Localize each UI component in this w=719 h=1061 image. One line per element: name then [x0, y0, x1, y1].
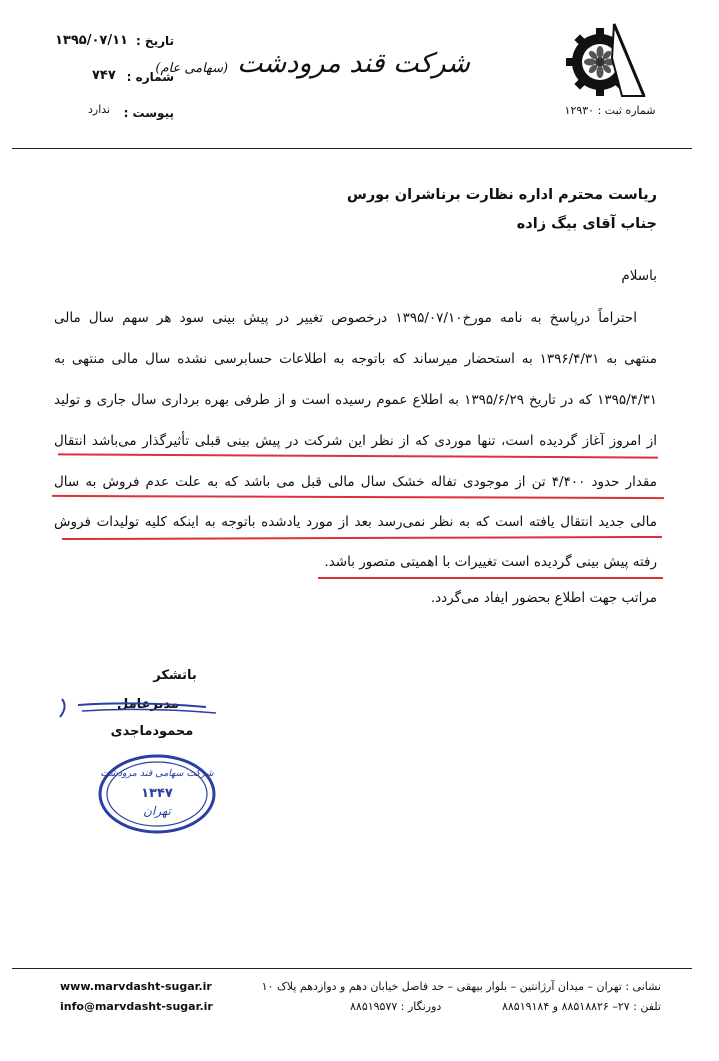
footer-fax: دورنگار : ۸۸۵۱۹۵۷۷	[350, 1000, 442, 1013]
stamp-year: ۱۳۴۷	[141, 786, 173, 801]
body-line-2: منتهی به ۱۳۹۶/۴/۳۱ به استحضار میرساند که باتوجه به اطلاعات حسابرسی نشده سال مالی منتهی به	[54, 351, 657, 367]
footer-divider	[12, 968, 692, 969]
attachment-value: ندارد	[88, 103, 111, 116]
underline-3	[62, 536, 662, 540]
number-value: ۷۴۷	[92, 68, 116, 83]
sign-thanks: باتشکر	[153, 668, 197, 683]
footer-address: نشانی : تهران – میدان آرژانتین – بلوار بیهقی – حد فاصل خیابان دهم و دوازدهم پلاک ۱۰	[261, 980, 661, 993]
body-line-4: از امروز آغاز گردیده است، تنها موردی که از نظر این شرکت در پیش بینی قبلی تأثیرگذار می‌باشد انتقال	[54, 433, 657, 449]
attachment-label: پیوست :	[123, 106, 174, 120]
header-divider	[12, 148, 692, 149]
date-label: تاریخ :	[135, 34, 174, 48]
underline-2	[52, 495, 664, 499]
footer-email-link[interactable]: info@marvdasht-sugar.ir	[60, 1000, 213, 1013]
footer-phone: تلفن : ۲۷– ۸۸۵۱۸۸۲۶ و ۸۸۵۱۹۱۸۴	[501, 1000, 661, 1013]
body-line-5: مقدار حدود ۴/۴۰۰ تن از موجودی تفاله خشک سال مالی قبل می باشد که به علت عدم فروش به سال	[54, 474, 657, 490]
footer-website-link[interactable]: www.marvdasht-sugar.ir	[60, 980, 212, 993]
date-value: ۱۳۹۵/۰۷/۱۱	[55, 33, 128, 48]
body-line-7: رفته پیش بینی گردیده است تغییرات با اهمیتی متصور باشد.	[324, 554, 657, 570]
signature-mark	[56, 695, 236, 725]
sugar-factory-emblem-icon	[566, 18, 650, 102]
company-logo	[566, 18, 650, 102]
greeting: باسلام	[621, 268, 657, 284]
company-stamp	[96, 752, 218, 836]
underline-1	[58, 453, 658, 458]
sign-name: محمودماجدی	[110, 724, 194, 739]
registration-number: شماره ثبت : ۱۲۹۳۰	[564, 104, 656, 117]
body-line-6: مالی جدید انتقال یافته است که به نظر نمی‌رسد بعد از مورد یادشده باتوجه به اینکه کلیه تولیدات فروش	[54, 514, 657, 530]
stamp-city: تهران	[143, 804, 171, 818]
recipient-line-1: ریاست محترم اداره نظارت برناشران بورس	[346, 187, 657, 203]
number-label: شماره :	[126, 70, 174, 84]
body-line-3: ۱۳۹۵/۴/۳۱ که در تاریخ ۱۳۹۵/۶/۲۹ به اطلاع عموم رسیده است و از طرفی بهره برداری سال جاری و تولید	[54, 392, 657, 408]
company-name	[155, 48, 470, 79]
underline-4	[318, 577, 663, 579]
body-line-1: احتراماً درپاسخ به نامه مورخ۱۳۹۵/۰۷/۱۰ درخصوص تغییر در پیش بینی سود هر سهم سال مالی	[54, 310, 637, 326]
recipient-line-2: جناب آقای بیگ زاده	[516, 216, 657, 232]
company-name-text: شرکت قند مرودشت	[237, 48, 470, 79]
company-type: (سهامی عام)	[155, 61, 229, 76]
sign-title: مدیرعامل	[117, 697, 179, 712]
stamp-top-text: شرکت سهامی قند مرودشت	[100, 768, 214, 779]
closing-line: مراتب جهت اطلاع بحضور ایفاد می‌گردد.	[430, 590, 657, 606]
